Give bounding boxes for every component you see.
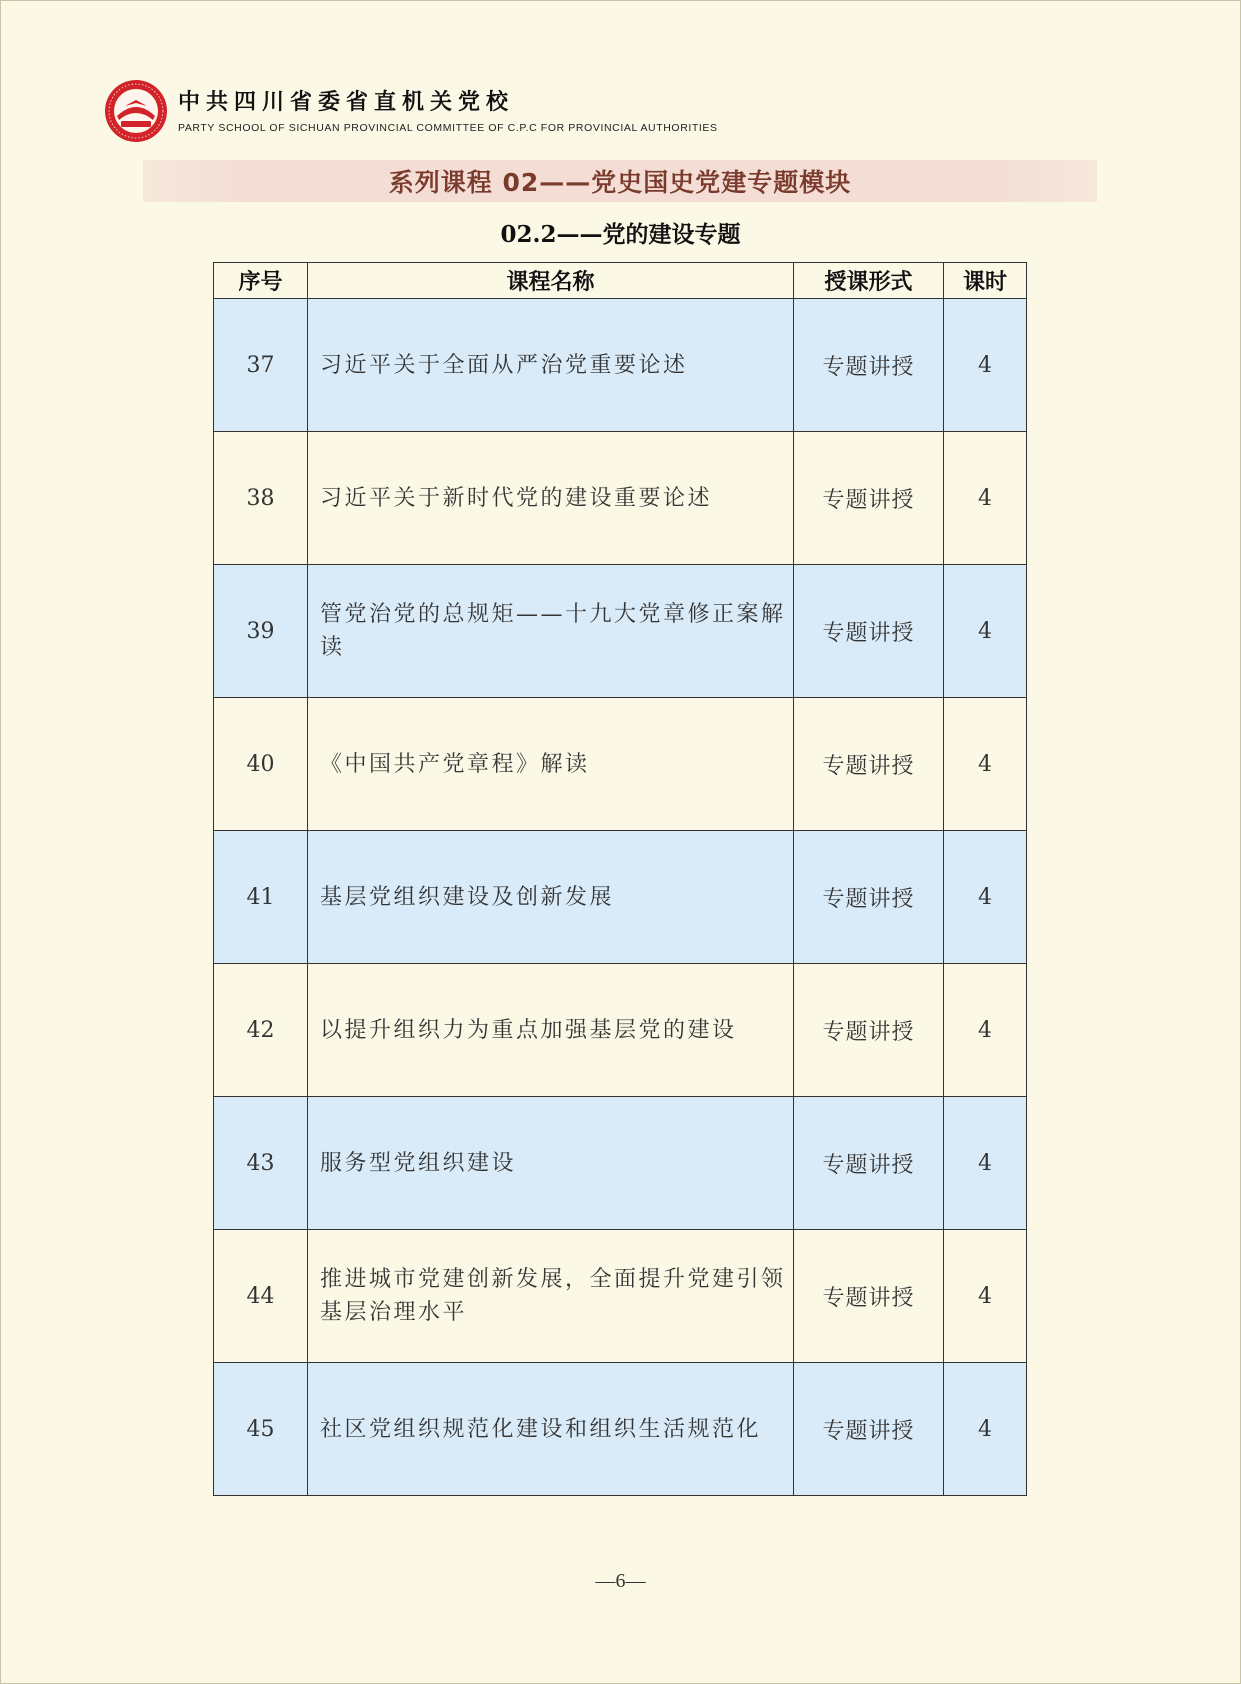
table-row	[214, 1363, 1027, 1496]
cell-course-name: 社区党组织规范化建设和组织生活规范化	[308, 1363, 794, 1496]
page-header	[103, 78, 718, 144]
cell-course-name: 以提升组织力为重点加强基层党的建设	[308, 964, 794, 1097]
cell-no: 44	[214, 1230, 308, 1363]
table-row	[214, 1230, 1027, 1363]
cell-course-name: 《中国共产党章程》解读	[308, 698, 794, 831]
cell-form: 专题讲授	[794, 299, 944, 432]
section-title: 02.2——党的建设专题	[500, 221, 741, 248]
cell-form: 专题讲授	[794, 565, 944, 698]
cell-form: 专题讲授	[794, 964, 944, 1097]
table-row	[214, 698, 1027, 831]
cell-no: 45	[214, 1363, 308, 1496]
cell-no: 39	[214, 565, 308, 698]
cell-form: 专题讲授	[794, 698, 944, 831]
cell-no: 43	[214, 1097, 308, 1230]
table-row	[214, 831, 1027, 964]
module-title: 系列课程 02——党史国史党建专题模块	[388, 168, 852, 197]
cell-hours: 4	[944, 432, 1027, 565]
cell-hours: 4	[944, 565, 1027, 698]
cell-course-name: 基层党组织建设及创新发展	[308, 831, 794, 964]
cell-course-name: 习近平关于全面从严治党重要论述	[308, 299, 794, 432]
cell-hours: 4	[944, 1230, 1027, 1363]
cell-hours: 4	[944, 831, 1027, 964]
header-hours: 课时	[944, 263, 1027, 299]
cell-hours: 4	[944, 698, 1027, 831]
table-row	[214, 964, 1027, 1097]
course-table	[213, 262, 1027, 1496]
cell-hours: 4	[944, 299, 1027, 432]
header-no: 序号	[214, 263, 308, 299]
cell-hours: 4	[944, 1097, 1027, 1230]
module-banner	[143, 160, 1097, 202]
cell-no: 38	[214, 432, 308, 565]
school-name-cn: 中共四川省委省直机关党校	[178, 89, 515, 115]
cell-no: 41	[214, 831, 308, 964]
table-row	[214, 1097, 1027, 1230]
cell-no: 40	[214, 698, 308, 831]
cell-form: 专题讲授	[794, 831, 944, 964]
table-header-row	[214, 263, 1027, 299]
school-name-en: PARTY SCHOOL OF SICHUAN PROVINCIAL COMMITTEE OF C.P.C FOR PROVINCIAL AUTHORITIES	[178, 122, 718, 134]
cell-form: 专题讲授	[794, 1230, 944, 1363]
header-course-name: 课程名称	[308, 263, 794, 299]
party-school-emblem-icon	[103, 78, 169, 144]
cell-form: 专题讲授	[794, 1363, 944, 1496]
cell-form: 专题讲授	[794, 432, 944, 565]
cell-course-name: 服务型党组织建设	[308, 1097, 794, 1230]
table-row	[214, 299, 1027, 432]
cell-hours: 4	[944, 964, 1027, 1097]
cell-form: 专题讲授	[794, 1097, 944, 1230]
table-row	[214, 432, 1027, 565]
cell-hours: 4	[944, 1363, 1027, 1496]
header-form: 授课形式	[794, 263, 944, 299]
cell-course-name: 习近平关于新时代党的建设重要论述	[308, 432, 794, 565]
page-number: —6—	[595, 1570, 646, 1592]
cell-course-name: 管党治党的总规矩——十九大党章修正案解读	[308, 565, 794, 698]
cell-course-name: 推进城市党建创新发展，全面提升党建引领基层治理水平	[308, 1230, 794, 1363]
cell-no: 42	[214, 964, 308, 1097]
table-row	[214, 565, 1027, 698]
cell-no: 37	[214, 299, 308, 432]
